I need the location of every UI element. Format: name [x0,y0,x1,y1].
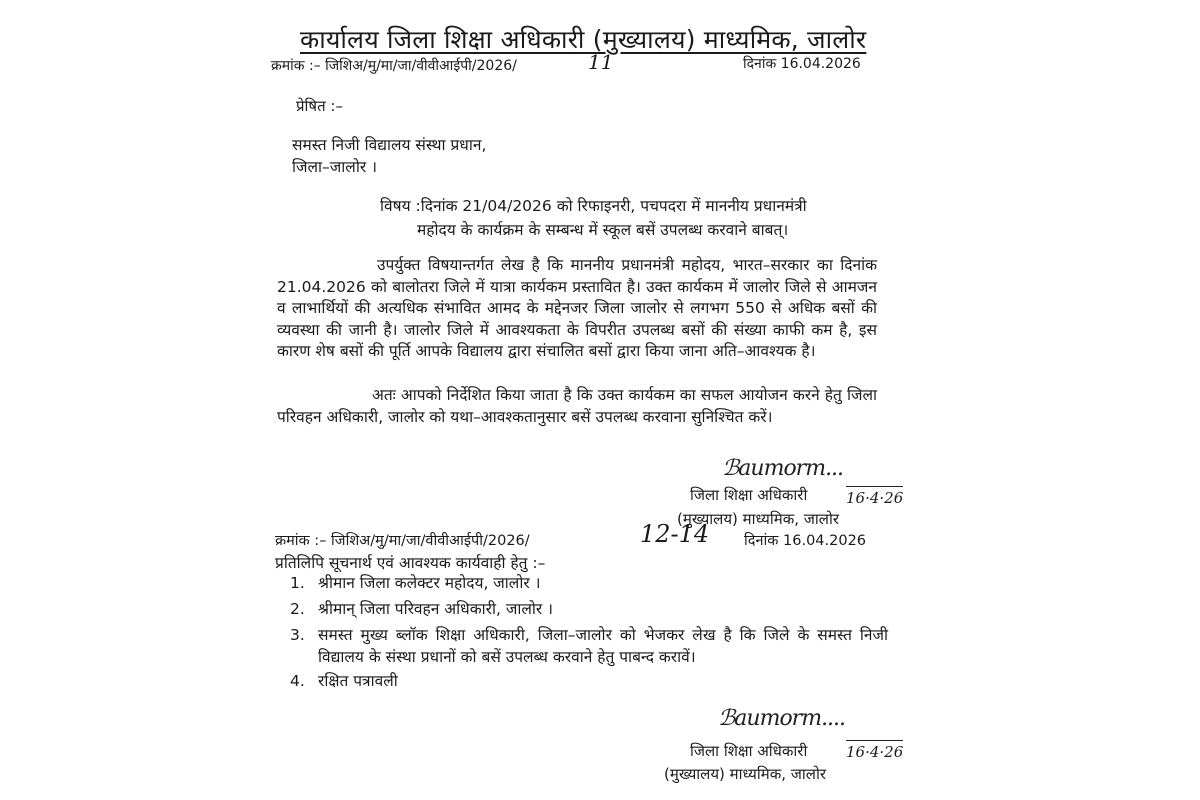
list-item-text: श्रीमान जिला कलेक्टर महोदय, जालोर । [318,574,541,592]
body-paragraph-1 [277,255,877,363]
list-item-text: समस्त मुख्य ब्लॉक शिक्षा अधिकारी, जिला–जालोर को भेजकर लेख है कि जिले के समस्त निजी विद्यालय के संस्था प्रधानों को बसें उपलब्ध करवाने हेतु पाबन्द करावें। [318,626,888,666]
copy-date: दिनांक 16.04.2026 [744,533,867,549]
copy-recipient-list [290,572,890,692]
paragraph-1-text: उपर्युक्त विषयान्तर्गत लेख है कि माननीय प्रधानमंत्री महोदय, भारत–सरकार का दिनांक 21.04.2026 को बालोतरा जिले में यात्रा कार्यकम प्रस्तावित है। उक्त कार्यकम में जालोर जिले से आमजन व लाभार्थियों की अत्यधिक संभावित आमद के मद्देनजर जिला जालोर से लगभग 550 से अधिक बसों की व्यवस्था की जानी है। जालोर जिले में आवश्यकता के विपरीत उपलब्ध बसों की संख्या काफी कम है, इस कारण शेष बसों की पूर्ति आपके विद्यालय द्वारा संचालित बसों द्वारा किया जाना अति–आवश्यक है। [277,256,877,361]
signature-office-2: (मुख्यालय) माध्यमिक, जालोर [664,765,826,783]
signature-scrawl-2: ℬaumorm.... [718,706,846,731]
office-title: कार्यालय जिला शिक्षा अधिकारी (मुख्यालय) माध्यमिक, जालोर [300,25,867,54]
subject-line-2: महोदय के कार्यक्रम के सम्बन्ध में स्कूल बसें उपलब्ध करवाने बाबत्। [417,221,789,239]
list-item: 1. श्रीमान जिला कलेक्टर महोदय, जालोर । [290,574,541,592]
addressee-line-2: जिला–जालोर । [292,158,377,176]
list-item: 3. समस्त मुख्य ब्लॉक शिक्षा अधिकारी, जिला–जालोर को भेजकर लेख है कि जिले के समस्त निजी विद्यालय के संस्था प्रधानों को बसें उपलब्ध करवाने हेतु पाबन्द करावें। [290,626,888,666]
handwritten-ref-number: 11 [588,50,614,74]
subject-line-1: विषय :दिनांक 21/04/2026 को रिफाइनरी, पचपदरा में माननीय प्रधानमंत्री [380,197,807,215]
handwritten-date-2: 16·4·26 [846,740,903,761]
handwritten-date-1: 16·4·26 [846,486,903,507]
addressee-line-1: समस्त निजी विद्यालय संस्था प्रधान, [292,136,487,154]
letter-date: दिनांक 16.04.2026 [743,56,861,72]
signature-office-1: (मुख्यालय) माध्यमिक, जालोर [677,510,839,528]
copy-handwritten-ref-number: 12-14 [640,520,710,548]
subject-block [380,194,876,242]
signature-designation-1: जिला शिक्षा अधिकारी [690,486,808,504]
signature-designation-2: जिला शिक्षा अधिकारी [690,742,808,760]
list-item-text: रक्षित पत्रावली [318,672,398,690]
paragraph-2-text: अतः आपको निर्देशित किया जाता है कि उक्त कार्यकम का सफल आयोजन करने हेतु जिला परिवहन अधिकारी, जालोर को यथा–आवश्कतानुसार बसें उपलब्ध करवाना सुनिश्चित करें। [277,386,877,426]
list-item: 2. श्रीमान् जिला परिवहन अधिकारी, जालोर । [290,600,553,618]
list-item: 4. रक्षित पत्रावली [290,672,398,690]
list-item-text: श्रीमान् जिला परिवहन अधिकारी, जालोर । [318,600,553,618]
copy-reference-number: क्रमांक :– जिशिअ/मु/मा/जा/वीवीआईपी/2026/ [275,533,530,549]
body-paragraph-2 [277,385,877,428]
reference-number: क्रमांक :– जिशिअ/मु/मा/जा/वीवीआईपी/2026/ [271,58,517,74]
copy-intro: प्रतिलिपि सूचनार्थ एवं आवश्यक कार्यवाही हेतु :– [275,554,546,572]
sent-to-label: प्रेषित :– [296,97,343,115]
signature-scrawl-1: ℬaumorm... [722,456,844,481]
